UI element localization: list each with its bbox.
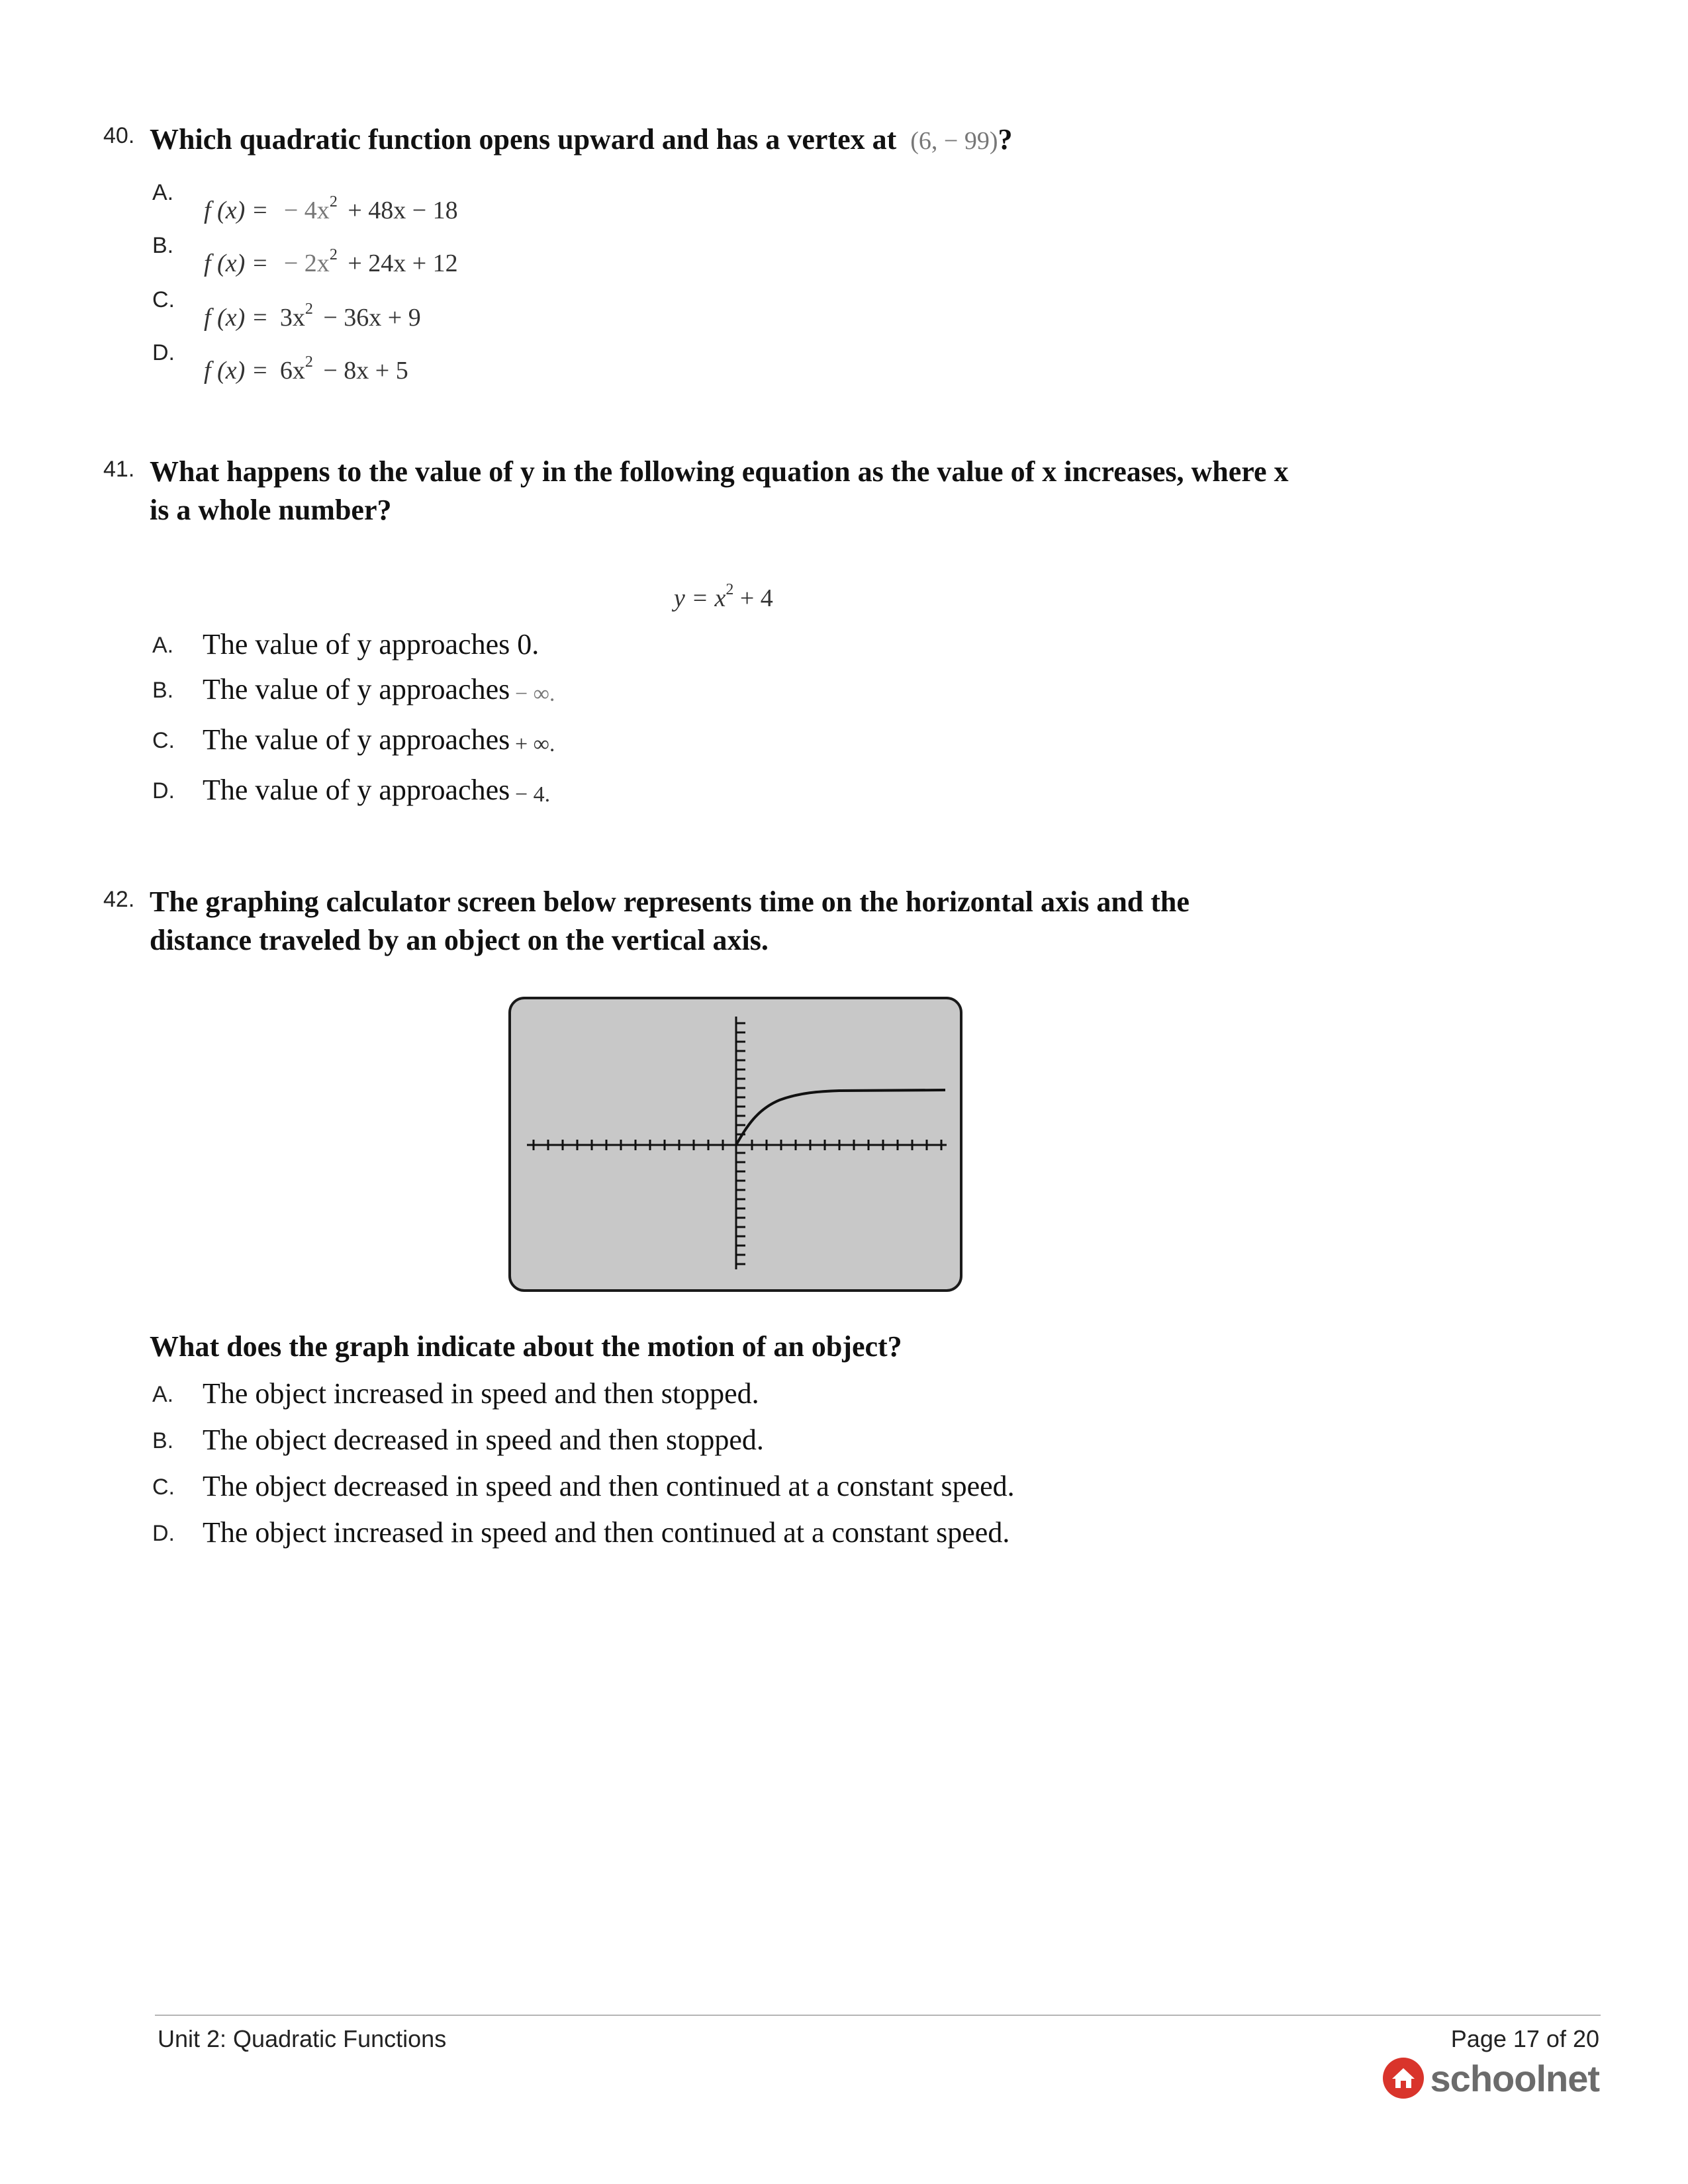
question-40-number: 40. [103,123,135,148]
q42-choice-a-text[interactable]: The object increased in speed and then stopped. [203,1377,759,1410]
q40-choice-b-letter[interactable]: B. [152,233,174,258]
q40-a-exp: 2 [329,193,338,210]
schoolnet-logo [1382,2054,1599,2102]
q40-c-head: f (x) = [204,304,269,332]
footer-divider [155,2015,1601,2016]
q40-b-head: f (x) = [204,250,269,277]
question-40-text: Which quadratic function opens upward and has a vertex at [150,123,897,156]
q40-choice-c-letter[interactable]: C. [152,287,175,312]
question-41-number: 41. [103,457,135,482]
q41-choice-b-math: − ∞. [515,682,555,706]
question-40-prompt [150,120,1013,160]
q41-choice-a-text[interactable]: The value of y approaches 0. [203,628,539,660]
q41-eq-left: y = x [674,584,726,612]
q42-choice-d-text[interactable]: The object increased in speed and then continued at a constant speed. [203,1516,1010,1549]
q40-a-head: f (x) = [204,197,269,224]
q41-choice-b-letter[interactable]: B. [152,678,174,703]
q40-d-exp: 2 [305,353,313,371]
question-41-prompt-line1: What happens to the value of y in the following equation as the value of x increases, where x [150,455,1289,488]
q40-d-coef: 6x [279,357,305,385]
q40-a-rest: + 48x − 18 [348,197,458,224]
q40-c-exp: 2 [305,300,313,318]
q41-choice-b-text[interactable]: The value of y approaches [203,673,510,705]
q41-choice-d-letter[interactable]: D. [152,778,175,803]
footer-unit-title: Unit 2: Quadratic Functions [158,2025,447,2052]
q40-a-coef: − 4x [283,197,330,224]
footer-page-number: Page 17 of 20 [1450,2025,1599,2052]
q42-choice-d-letter[interactable]: D. [152,1521,175,1546]
q41-choice-c-math: + ∞. [515,732,555,756]
question-42-prompt-line1: The graphing calculator screen below represents time on the horizontal axis and the [150,886,1190,918]
q40-choice-c-expression[interactable] [204,300,421,332]
q41-eq-right: + 4 [739,584,773,612]
q40-b-coef: − 2x [283,250,330,277]
q40-choice-a-letter[interactable]: A. [152,180,174,205]
q40-choice-a-expression[interactable] [204,193,458,225]
question-42-sub-question: What does the graph indicate about the motion of an object? [150,1330,902,1363]
schoolnet-wordmark: schoolnet [1430,2057,1599,2099]
q40-d-rest: − 8x + 5 [323,357,408,385]
q42-choice-a-letter[interactable]: A. [152,1382,174,1407]
q42-choice-b-text[interactable]: The object decreased in speed and then stopped. [203,1424,764,1456]
q40-c-rest: − 36x + 9 [323,304,421,332]
question-42-number: 42. [103,887,135,912]
q40-choice-b-expression[interactable] [204,246,458,278]
question-41-equation [674,581,773,613]
q40-d-head: f (x) = [204,357,269,385]
question-40-vertex: (6, − 99) [910,127,998,155]
q40-b-rest: + 24x + 12 [348,250,458,277]
q41-choice-a-letter[interactable]: A. [152,633,174,658]
q42-choice-b-letter[interactable]: B. [152,1428,174,1453]
house-logo-icon [1382,2056,1425,2100]
q41-choice-d-math: − 4. [515,782,551,807]
q41-choice-c-letter[interactable]: C. [152,728,175,753]
question-42-prompt-line2: distance traveled by an object on the vertical axis. [150,924,769,956]
question-41-prompt-line2: is a whole number? [150,494,392,526]
q40-choice-d-letter[interactable]: D. [152,340,175,365]
q41-eq-exp: 2 [726,581,734,598]
q40-choice-d-expression[interactable] [204,353,408,385]
question-40-qmark: ? [998,123,1013,156]
q41-choice-c-text[interactable]: The value of y approaches [203,723,510,756]
q40-c-coef: 3x [279,304,305,332]
calculator-screen-graph [508,997,962,1292]
q42-choice-c-text[interactable]: The object decreased in speed and then continued at a constant speed. [203,1470,1015,1502]
q40-b-exp: 2 [329,246,338,263]
q42-choice-c-letter[interactable]: C. [152,1475,175,1500]
q41-choice-d-text[interactable]: The value of y approaches [203,774,510,806]
